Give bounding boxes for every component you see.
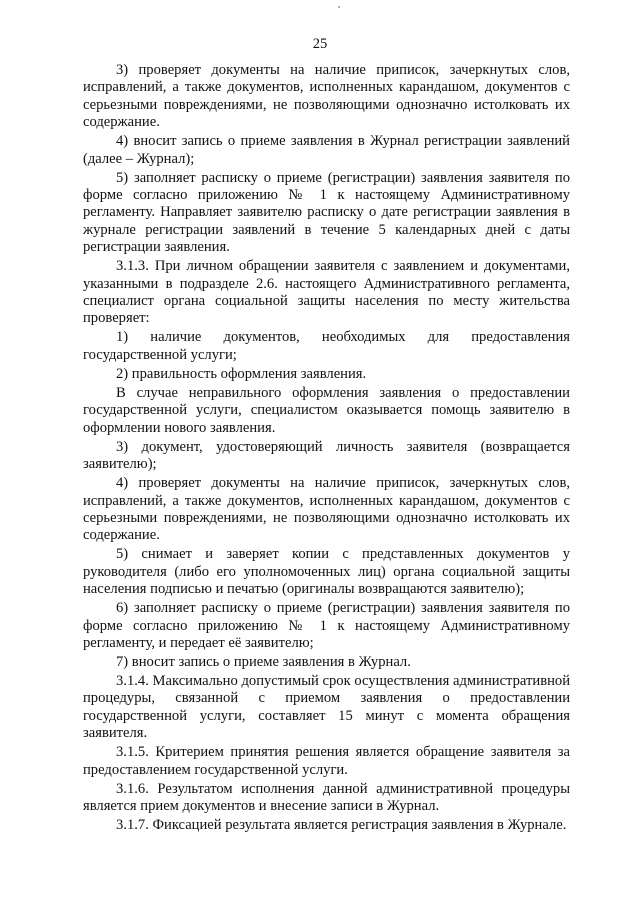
document-body — [83, 62, 570, 836]
paragraph: В случае неправильного оформления заявления о предоставлении государственной услуги, специалистом оказывается помощь заявителю в оформлении нового заявления. — [83, 384, 570, 436]
paragraph: 3.1.3. При личном обращении заявителя с заявлением и документами, указанными в подразделе 2.6. настоящего Административного регламента, специалист органа социальной защиты населения по месту жительства проверяет: — [83, 258, 570, 327]
paragraph: 3.1.6. Результатом исполнения данной административной процедуры является прием документов и внесение записи в Журнал. — [83, 780, 570, 814]
paragraph: 3.1.5. Критерием принятия решения является обращение заявителя за предоставлением государственной услуги. — [83, 744, 570, 778]
paragraph: 4) вносит запись о приеме заявления в Журнал регистрации заявлений (далее – Журнал); — [83, 133, 570, 167]
paragraph: 5) заполняет расписку о приеме (регистрации) заявления заявителя по форме согласно приложению № 1 к настоящему Административному регламенту. Направляет заявителю расписку о дате регистрации заявления в журнале регистрации заявлений в течение 5 календарных дней с даты регистрации заявления. — [83, 169, 570, 256]
scan-speck — [338, 6, 340, 8]
paragraph: 3.1.7. Фиксацией результата является регистрация заявления в Журнале. — [116, 816, 567, 833]
paragraph: 4) проверяет документы на наличие приписок, зачеркнутых слов, исправлений, а также документов, исполненных карандашом, документов с серьезными повреждениями, не позволяющими однозначно истолковать их содержание. — [83, 475, 570, 544]
paragraph: 6) заполняет расписку о приеме (регистрации) заявления заявителя по форме согласно приложению № 1 к настоящему Административному регламенту, и передает её заявителю; — [83, 600, 570, 651]
page-number: 25 — [312, 36, 328, 52]
paragraph: 7) вносит запись о приеме заявления в Журнал. — [116, 653, 411, 670]
paragraph: 5) снимает и заверяет копии с представленных документов у руководителя (либо его уполномоченных лиц) органа социальной защиты населения подписью и печатью (оригиналы возвращаются заявителю); — [83, 546, 570, 598]
paragraph: 3.1.4. Максимально допустимый срок осуществления административной процедуры, связанной с приемом заявления о предоставлении государственной услуги, составляет 15 минут с момента обращения заявителя. — [83, 672, 570, 742]
paragraph: 2) правильность оформления заявления. — [116, 365, 367, 382]
paragraph: 1) наличие документов, необходимых для предоставления государственной услуги; — [83, 329, 570, 363]
paragraph: 3) проверяет документы на наличие приписок, зачеркнутых слов, исправлений, а также документов, исполненных карандашом, документов с серьезными повреждениями, не позволяющими однозначно истолковать их содержание. — [83, 62, 570, 131]
paragraph: 3) документ, удостоверяющий личность заявителя (возвращается заявителю); — [83, 438, 570, 473]
